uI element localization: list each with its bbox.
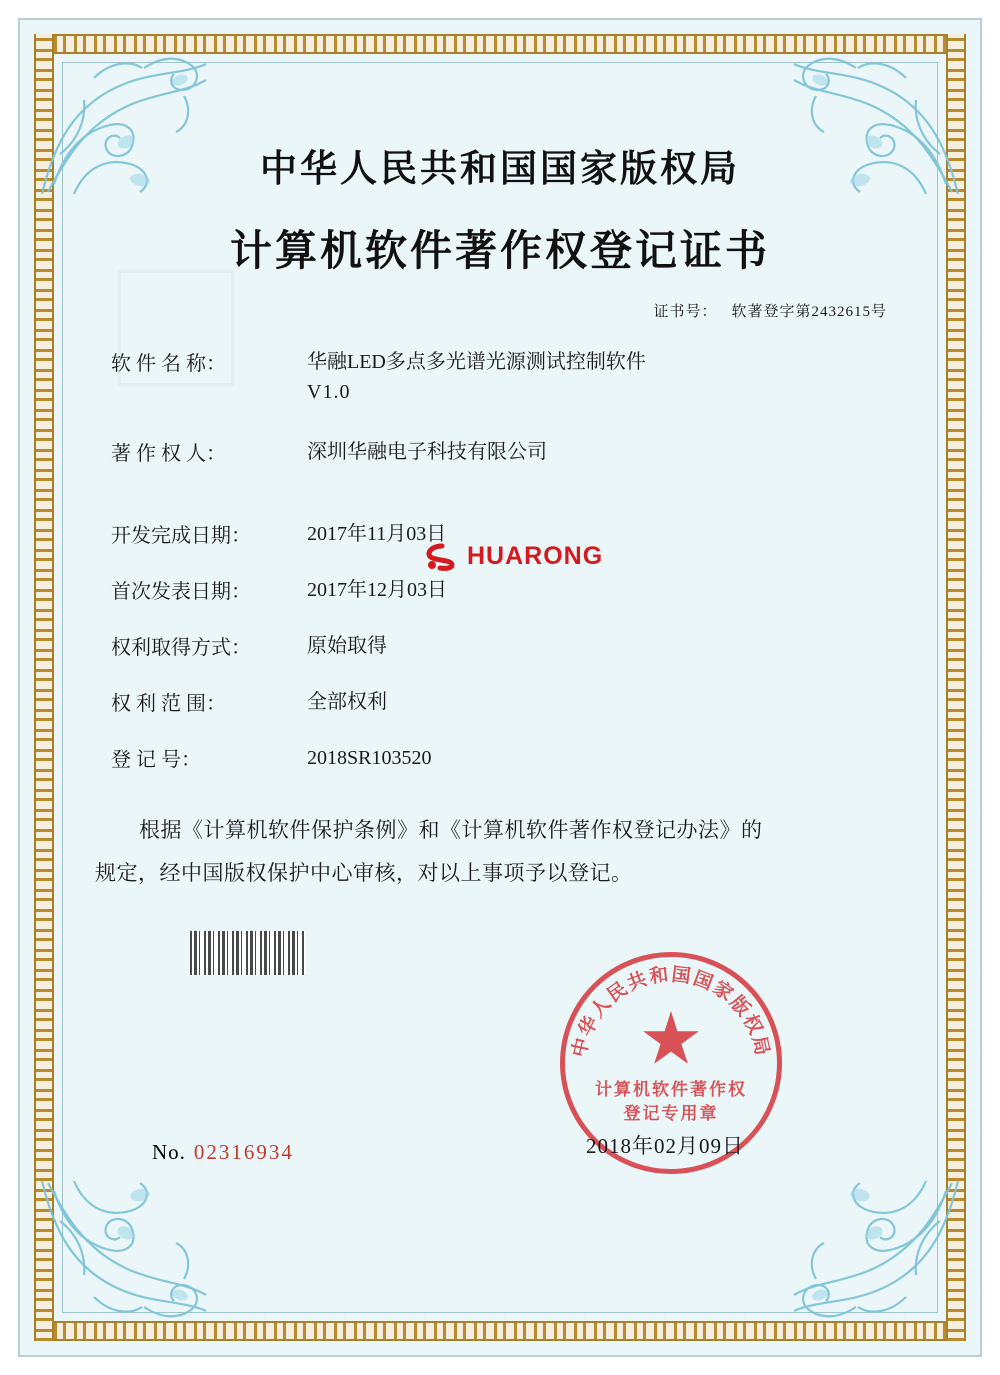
certificate-number-label: 证书号：	[653, 304, 718, 320]
serial-number-line	[152, 1140, 294, 1165]
barcode	[190, 931, 306, 975]
field-value: 华融LED多点多光谱光源测试控制软件	[307, 351, 646, 373]
huarong-logo-text: HUARONG	[467, 542, 604, 570]
svg-text:中华人民共和国国家版权局: 中华人民共和国国家版权局	[569, 964, 773, 1060]
field-right-scope	[111, 687, 905, 717]
field-value-version: V1.0	[307, 381, 351, 403]
field-software-name	[111, 347, 905, 407]
serial-number: 02316934	[193, 1140, 294, 1164]
field-value-wrap	[307, 347, 646, 407]
certificate-number-value: 软著登字第2432615号	[731, 304, 887, 320]
corner-ornament-icon	[786, 1171, 966, 1341]
border-band-left	[34, 34, 54, 1341]
field-label: 首次发表日期：	[111, 581, 251, 603]
seal-line-2: 登记专用章	[623, 1104, 719, 1123]
field-label: 著 作 权 人：	[111, 443, 226, 465]
field-label: 权利取得方式：	[111, 637, 251, 659]
huarong-logo	[425, 542, 603, 571]
field-label: 软 件 名 称：	[111, 353, 226, 375]
legal-statement	[95, 809, 905, 895]
border-band-right	[946, 34, 966, 1341]
field-right-acquisition	[111, 631, 905, 661]
field-value: 2017年12月03日	[307, 579, 447, 601]
field-label: 权 利 范 围：	[111, 693, 226, 715]
field-value: 全部权利	[307, 691, 387, 713]
field-label: 开发完成日期：	[111, 525, 251, 547]
issuer-title: 中华人民共和国国家版权局	[260, 149, 740, 190]
field-copyright-owner	[111, 437, 905, 467]
serial-label: No.	[152, 1140, 186, 1164]
spacer	[111, 493, 905, 519]
field-value: 深圳华融电子科技有限公司	[307, 441, 547, 463]
statement-line-2: 规定，经中国版权保护中心审核，对以上事项予以登记。	[95, 861, 633, 886]
issue-date: 2018年02月09日	[586, 1134, 744, 1158]
certificate-number-line	[95, 300, 905, 321]
field-value: 2018SR103520	[307, 747, 432, 769]
seal-line-1: 计算机软件著作权	[595, 1080, 747, 1099]
field-value: 2017年11月03日	[307, 523, 447, 545]
field-value: 原始取得	[307, 635, 387, 657]
field-registration-number	[111, 743, 905, 773]
corner-ornament-icon	[34, 1171, 214, 1341]
statement-line-1: 根据《计算机软件保护条例》和《计算机软件著作权登记办法》的	[139, 818, 763, 842]
certificate-content	[95, 120, 905, 895]
field-label: 登 记 号：	[111, 749, 201, 771]
certificate-title: 计算机软件著作权登记证书	[229, 229, 770, 275]
field-first-publish-date	[111, 575, 905, 605]
huarong-mark-icon	[425, 543, 459, 571]
